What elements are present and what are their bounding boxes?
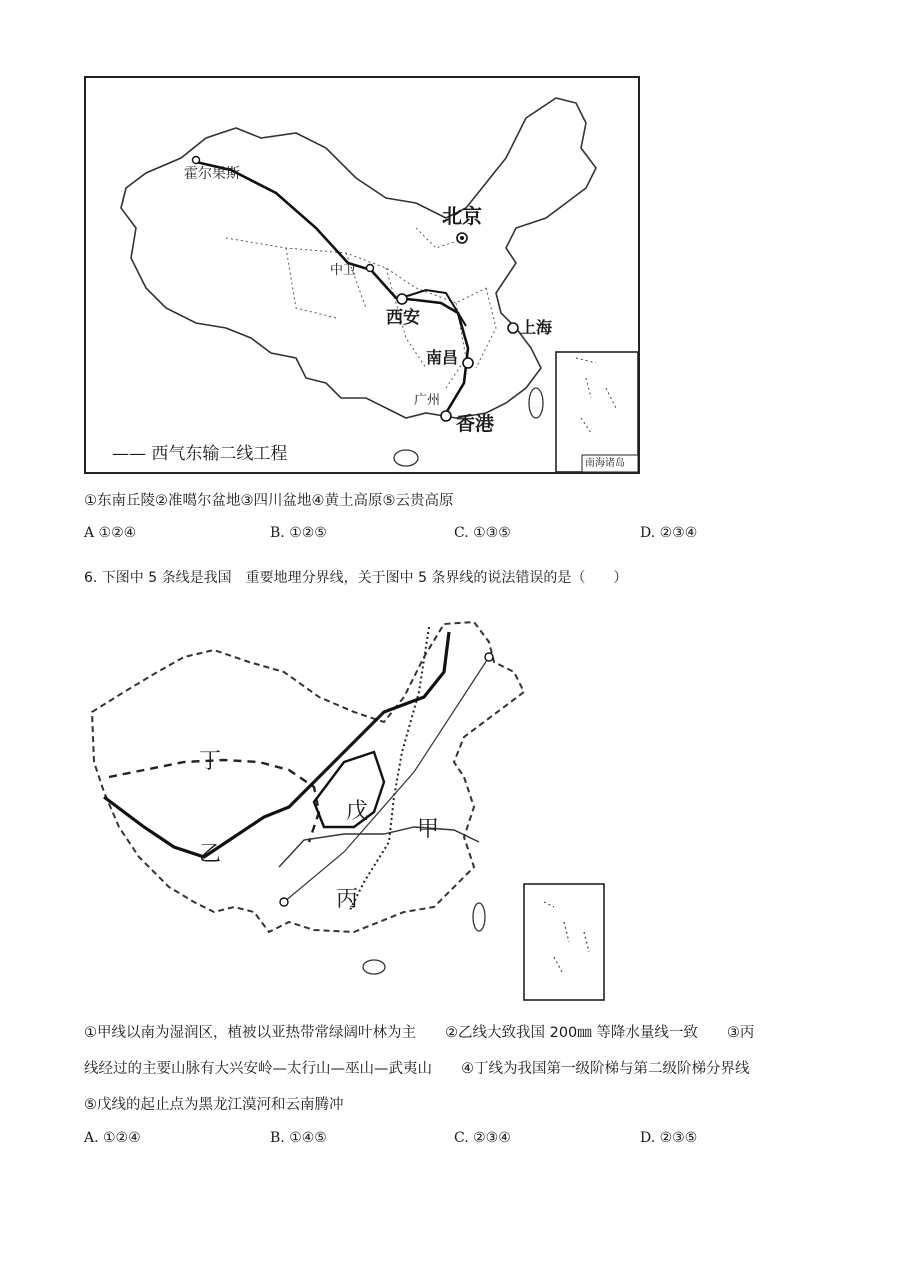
label-jia: 甲 xyxy=(417,817,440,842)
hainan-island xyxy=(394,450,418,466)
q5-option-d[interactable]: D. ②③④ xyxy=(640,525,698,541)
q6-statement-line-3: ⑤戊线的起止点为黑龙江漠河和云南腾冲 xyxy=(84,1097,344,1113)
q5-option-c[interactable]: C. ①③⑤ xyxy=(454,525,511,541)
wu-start-point xyxy=(485,653,493,661)
q6-option-d[interactable]: D. ②③⑤ xyxy=(640,1130,698,1146)
label-ding: 丁 xyxy=(199,749,222,774)
label-bing: 丙 xyxy=(336,887,359,912)
city-label-xian: 西安 xyxy=(386,308,420,328)
q6-option-b[interactable]: B. ①④⑤ xyxy=(270,1130,327,1146)
city-label-beijing: 北京 xyxy=(442,204,482,228)
city-label-shanghai: 上海 xyxy=(520,318,553,337)
line-jia xyxy=(279,827,479,867)
city-marker-huoerguosi xyxy=(193,157,200,164)
line-bing xyxy=(349,627,429,912)
q5-statements: ①东南丘陵②准噶尔盆地③四川盆地④黄土高原⑤云贵高原 xyxy=(84,493,454,509)
city-marker-hongkong xyxy=(441,411,451,421)
south-china-sea-inset-2 xyxy=(524,884,604,1000)
q6-option-a[interactable]: A. ①②④ xyxy=(84,1130,141,1146)
q5-option-a[interactable]: A ①②④ xyxy=(84,525,137,541)
q6-question: 6. 下图中 5 条线是我国 重要地理分界线，关于图中 5 条界线的说法错误的是（ ） xyxy=(84,570,628,586)
q6-statement-line-2: 线经过的主要山脉有大兴安岭—太行山—巫山—武夷山 ④丁线为我国第一级阶梯与第二级阶梯分界线 xyxy=(84,1061,750,1077)
hainan-island-2 xyxy=(363,960,385,974)
q5-option-b[interactable]: B. ①②⑤ xyxy=(270,525,327,541)
city-label-huoerguosi: 霍尔果斯 xyxy=(184,166,240,182)
city-label-hongkong: 香港 xyxy=(456,413,495,435)
wu-end-point xyxy=(280,898,288,906)
city-label-nanchang: 南昌 xyxy=(426,348,459,367)
city-marker-zhongwei xyxy=(367,265,374,272)
map1-svg xyxy=(86,78,638,472)
taiwan-island xyxy=(529,388,543,418)
city-marker-nanchang xyxy=(463,358,473,368)
china-outline xyxy=(121,98,596,418)
label-wu: 戊 xyxy=(346,799,369,824)
china-outline-dashed xyxy=(92,622,524,932)
pipeline-line xyxy=(196,162,468,413)
label-yi: 乙 xyxy=(199,842,222,867)
taiwan-island-2 xyxy=(473,903,485,931)
map-geographic-boundaries xyxy=(84,612,614,1007)
q6-option-c[interactable]: C. ②③④ xyxy=(454,1130,511,1146)
city-label-guangzhou: 广州 xyxy=(414,393,441,408)
city-label-zhongwei: 中卫 xyxy=(330,263,357,278)
line-yi xyxy=(104,632,449,857)
city-marker-xian xyxy=(397,294,407,304)
city-marker-shanghai xyxy=(508,323,518,333)
inset-label: 南海诸岛 xyxy=(585,458,625,469)
q6-statement-line-1: ①甲线以南为湿润区，植被以亚热带常绿阔叶林为主 ②乙线大致我国 200㎜ 等降水量线一致 ③丙 xyxy=(84,1025,755,1041)
map-west-east-gas-pipeline xyxy=(84,76,640,474)
map-legend: —— 西气东输二线工程 xyxy=(112,444,288,464)
